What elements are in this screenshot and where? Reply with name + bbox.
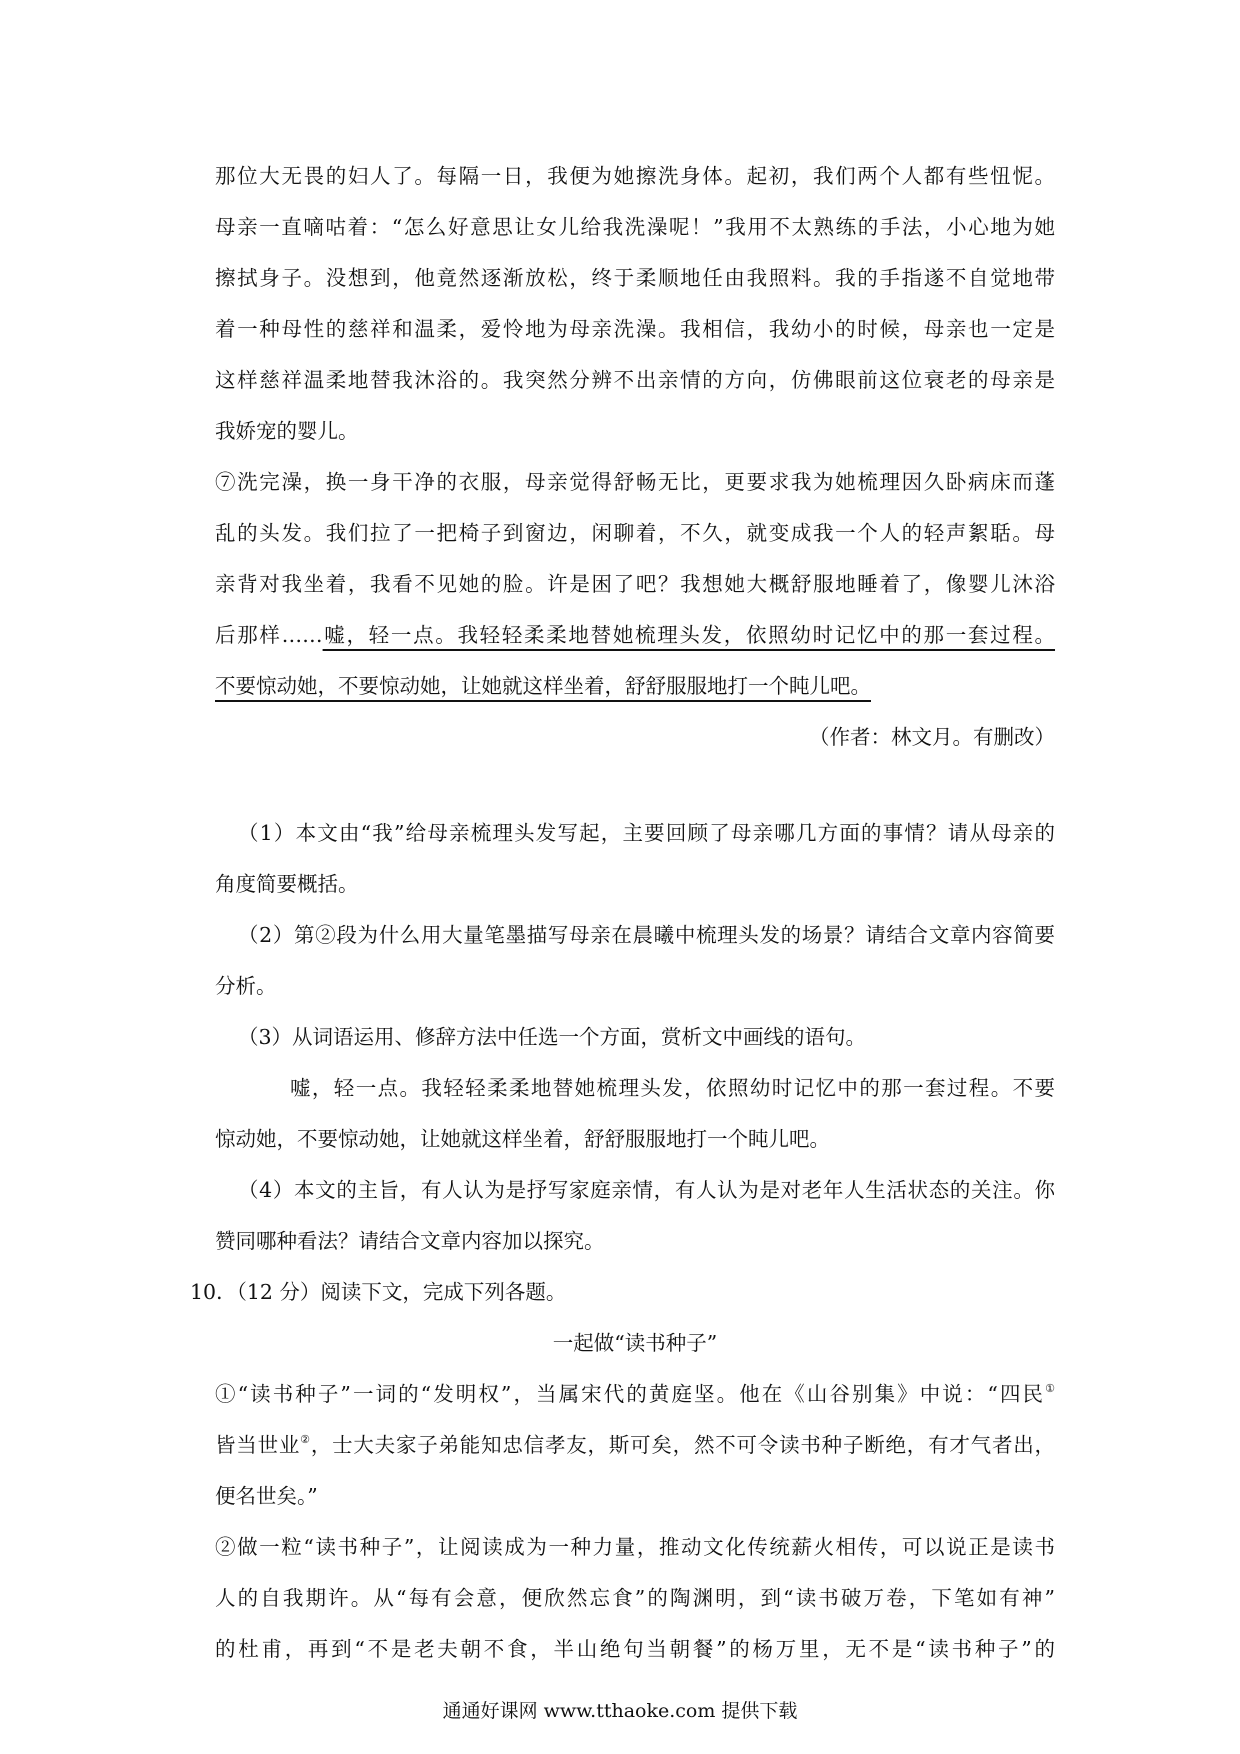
passage-p6-line-1: 那位大无畏的妇人了。每隔一日，我便为她擦洗身体。起初，我们两个人都有些忸怩。: [215, 164, 1055, 188]
article-p1-line-1: [215, 1384, 1055, 1405]
footnote-marker-1: ①: [1045, 1382, 1055, 1395]
passage-p6-line-6: 我娇宠的婴儿。: [215, 419, 359, 443]
question-2-line-2: 分析。: [215, 974, 277, 998]
article-title: 一起做“读书种子”: [552, 1331, 718, 1355]
article-p1-line-2-text-a: 皆当世业: [215, 1433, 301, 1457]
passage-source: （作者：林文月。有删改）: [809, 725, 1055, 749]
article-p2-line-1: ②做一粒“读书种子”，让阅读成为一种力量，推动文化传统薪火相传，可以说正是读书: [215, 1535, 1055, 1559]
question-3-quote-line-2: 惊动她，不要惊动她，让她就这样坐着，舒舒服服地打一个盹儿吧。: [215, 1127, 830, 1151]
question-4-line-1: （4）本文的主旨，有人认为是抒写家庭亲情，有人认为是对老年人生活状态的关注。你: [238, 1178, 1055, 1202]
article-p2-line-3: 的杜甫，再到“不是老夫朝不食，半山绝句当朝餐”的杨万里，无不是“读书种子”的: [215, 1637, 1055, 1661]
question-3-quote-line-1: 嘘，轻一点。我轻轻柔柔地替她梳理头发，依照幼时记忆中的那一套过程。不要: [290, 1076, 1055, 1100]
passage-p6-line-2: 母亲一直嘀咕着：“怎么好意思让女儿给我洗澡呢！”我用不太熟练的手法，小心地为她: [215, 215, 1055, 239]
article-p1-line-1-text: ①“读书种子”一词的“发明权”，当属宋代的黄庭坚。他在《山谷别集》中说：“四民: [215, 1382, 1046, 1406]
passage-p7-line-4-plain: 后那样……: [215, 623, 323, 647]
question-2-line-1: （2）第②段为什么用大量笔墨描写母亲在晨曦中梳理头发的场景？请结合文章内容简要: [238, 923, 1055, 947]
question-10-heading: 10．（12 分）阅读下文，完成下列各题。: [190, 1280, 567, 1304]
passage-p7-line-1: ⑦洗完澡，换一身干净的衣服，母亲觉得舒畅无比，更要求我为她梳理因久卧病床而蓬: [215, 470, 1055, 494]
question-4-line-2: 赞同哪种看法？请结合文章内容加以探究。: [215, 1229, 605, 1253]
article-p1-line-2-text-b: ，士大夫家子弟能知忠信孝友，斯可矣，然不可令读书种子断绝，有才气者出，: [310, 1433, 1056, 1457]
article-p1-line-2: [215, 1435, 1055, 1456]
passage-p6-line-4: 着一种母性的慈祥和温柔，爱怜地为母亲洗澡。我相信，我幼小的时候，母亲也一定是: [215, 317, 1055, 341]
passage-p6-line-5: 这样慈祥温柔地替我沐浴的。我突然分辨不出亲情的方向，仿佛眼前这位衰老的母亲是: [215, 368, 1055, 392]
underlined-sentence-part-1: 嘘，轻一点。我轻轻柔柔地替她梳理头发，依照幼时记忆中的那一套过程。: [322, 623, 1056, 647]
question-3: （3）从词语运用、修辞方法中任选一个方面，赏析文中画线的语句。: [238, 1025, 867, 1049]
passage-p7-line-5: [215, 676, 1055, 697]
article-p1-line-3: 便名世矣。”: [215, 1484, 318, 1508]
question-1-line-2: 角度简要概括。: [215, 872, 359, 896]
page-footer: 通通好课网 www.tthaoke.com 提供下载: [442, 1700, 798, 1722]
article-p2-line-2: 人的自我期许。从“每有会意，便欣然忘食”的陶渊明，到“读书破万卷，下笔如有神”: [215, 1586, 1055, 1610]
passage-p7-line-2: 乱的头发。我们拉了一把椅子到窗边，闲聊着，不久，就变成我一个人的轻声絮聒。母: [215, 521, 1055, 545]
passage-p6-line-3: 擦拭身子。没想到，他竟然逐渐放松，终于柔顺地任由我照料。我的手指遂不自觉地带: [215, 266, 1055, 290]
footnote-marker-2: ②: [300, 1433, 311, 1446]
passage-p7-line-3: 亲背对我坐着，我看不见她的脸。许是困了吧？我想她大概舒服地睡着了，像婴儿沐浴: [215, 572, 1055, 596]
underlined-sentence-part-2: 不要惊动她，不要惊动她，让她就这样坐着，舒舒服服地打一个盹儿吧。: [215, 674, 871, 698]
question-1-line-1: （1）本文由“我”给母亲梳理头发写起，主要回顾了母亲哪几方面的事情？请从母亲的: [238, 821, 1055, 845]
passage-p7-line-4: [215, 625, 1055, 646]
